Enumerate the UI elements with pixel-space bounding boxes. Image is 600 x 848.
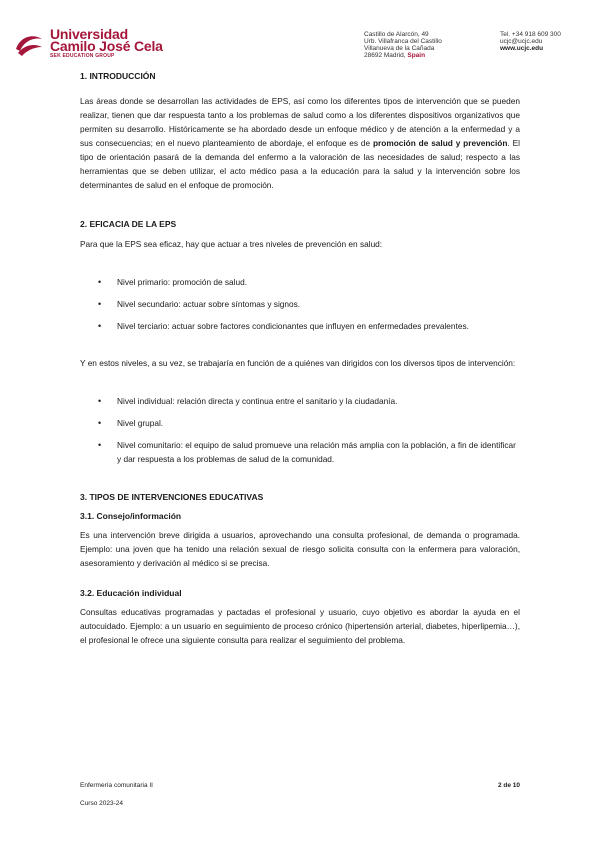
list-item: • Nivel terciario: actuar sobre factores condicionantes que influyen en enfermedades prevalentes. <box>80 319 520 333</box>
address-line: 28692 Madrid, <box>364 52 408 59</box>
footer-subject: Enfermería comunitaria II <box>80 782 153 789</box>
address-line: Urb. Villafranca del Castillo <box>364 38 442 45</box>
section-title-eficacia: 2. EFICACIA DE LA EPS <box>80 219 177 229</box>
intro-emphasis: promoción de salud y prevención <box>372 138 508 148</box>
list-item: • Nivel primario: promoción de salud. <box>80 275 520 289</box>
footer-course: Curso 2023-24 <box>80 800 123 807</box>
contact-website[interactable]: www.ucjc.edu <box>500 45 544 52</box>
eficacia-intro: Para que la EPS sea eficaz, hay que actuar a tres niveles de prevención en salud: <box>80 239 383 249</box>
university-contact <box>500 31 561 52</box>
university-address <box>364 31 442 59</box>
document-body <box>80 69 520 647</box>
section-title-tipos: 3. TIPOS DE INTERVENCIONES EDUCATIVAS <box>80 492 264 502</box>
educacion-individual-paragraph: Consultas educativas programadas y pactadas el profesional y usuario, cuyo objetivo es abordar la ayuda en el autocuidado. Ejemplo: a un usuario en seguimiento de proceso crónico (hipertensión arterial, diabetes, hiperlipemia…), el profesional le ofrece una siguiente consulta para realizar el seguimiento del problema. <box>80 607 520 645</box>
address-line: Villanueva de la Cañada <box>364 45 435 52</box>
page-header <box>0 0 600 70</box>
logo-mark-icon <box>14 29 44 57</box>
logo-line-1: Universidad <box>50 26 128 42</box>
logo-subtitle: SEK EDUCATION GROUP <box>50 53 115 59</box>
list-item: • Nivel secundario: actuar sobre síntomas y signos. <box>80 297 520 311</box>
section-title-introduccion: 1. INTRODUCCIÓN <box>80 71 156 81</box>
university-logo <box>14 28 194 60</box>
list-item: • Nivel comunitario: el equipo de salud promueve una relación más amplia con la población, a fin de identificar y dar respuesta a los problemas de salud de la comunidad. <box>80 438 520 466</box>
page-number: 2 de 10 <box>497 782 520 789</box>
eficacia-paragraph-2: Y en estos niveles, a su vez, se trabajaría en función de a quiénes van dirigidos con los diversos tipos de intervención: <box>80 358 516 368</box>
logo-line-2: Camilo José Cela <box>50 38 163 54</box>
intervention-types-list <box>80 394 520 466</box>
address-country: Spain <box>407 52 426 59</box>
list-item: • Nivel individual: relación directa y continua entre el sanitario y la ciudadanía. <box>80 394 520 408</box>
address-line: Castillo de Alarcón, 49 <box>364 31 429 38</box>
list-item: • Nivel grupal. <box>80 416 520 430</box>
contact-email[interactable]: ucjc@ucjc.edu <box>500 38 543 45</box>
consejo-paragraph: Es una intervención breve dirigida a usuarios, aprovechando una consulta profesional, de demanda o programada. Ejemplo: una joven que ha tenido una relación sexual de riesgo solicita consulta con la enfermera para valoración, asesoramiento y derivación al médico si se precisa. <box>80 530 520 568</box>
subsection-title-educacion-individual: 3.2. Educación individual <box>80 588 182 598</box>
intro-paragraph: Las áreas donde se desarrollan las actividades de EPS, así como los diferentes tipos de intervención que se pueden realizar, tienen que dar respuesta tanto a los problemas de salud como a los diferentes dispositivos organizativos que permiten su desarrollo. Históricamente se ha abordado desde un enfoque médico y de atención a la enfermedad y a sus consecuencias; en el nuevo planteamiento de abordaje, el enfoque es de promoción de salud y prevención. El tipo de orientación pasará de la demanda del enfermo a la valoración de las necesidades de salud; respecto a las herramientas que se deben utilizar, el acto médico pasa a la educación para la salud y la intervención sobre los determinantes de salud en el enfoque de promoción. <box>80 96 520 190</box>
prevention-levels-list <box>80 275 520 333</box>
contact-phone: Tel. +34 918 609 300 <box>500 31 561 38</box>
subsection-title-consejo: 3.1. Consejo/información <box>80 511 182 521</box>
